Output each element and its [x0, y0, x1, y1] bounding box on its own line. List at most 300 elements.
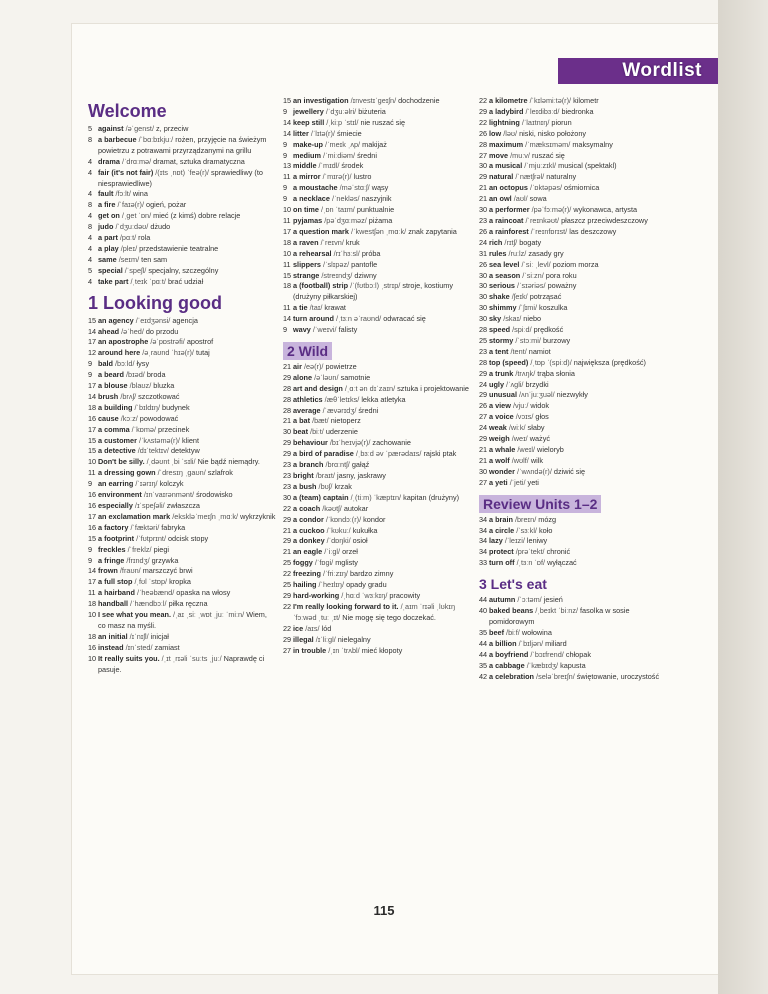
entry-translation: agencja	[172, 315, 198, 325]
wordlist-entry	[283, 205, 471, 216]
wordlist-entry	[88, 244, 276, 255]
entry-translation: przedstawienie teatralne	[139, 243, 219, 253]
wordlist-entry	[88, 124, 276, 135]
entry-page-ref: 22	[283, 623, 292, 633]
entry-phonetic: /ˈævərɪdʒ/	[322, 405, 357, 415]
wordlist-entry	[479, 292, 667, 303]
entry-phonetic: /biːf/	[506, 627, 520, 637]
wordlist-entry	[479, 639, 667, 650]
entry-word: a bat	[293, 416, 311, 426]
entry-page-ref: 29	[283, 372, 292, 382]
entry-translation: burzowy	[542, 335, 571, 345]
entry-word: a blouse	[98, 381, 128, 391]
entry-translation: tutaj	[196, 348, 210, 358]
wordlist-entry	[479, 412, 667, 423]
entry-page-ref: 15	[88, 435, 97, 445]
entry-page-ref: 9	[283, 106, 288, 116]
wordlist-entry	[283, 580, 471, 591]
entry-page-ref: 15	[88, 446, 97, 456]
entry-word: a condor	[293, 514, 324, 524]
entry-phonetic: /əˈləʊn/	[314, 372, 339, 382]
entry-phonetic: /bʊʃ/	[318, 481, 333, 491]
wordlist-entry	[88, 610, 276, 632]
entry-page-ref: 26	[479, 226, 488, 236]
entry-phonetic: /ˈmeɪk ˌʌp/	[325, 139, 361, 149]
entry-phonetic: /ˈslɪpəz/	[323, 259, 350, 269]
entry-phonetic: /seləˈbreɪʃn/	[536, 671, 575, 681]
entry-phonetic: /ʌnˈjuːʒuəl/	[519, 390, 555, 400]
entry-phonetic: /fɔːlt/	[115, 189, 131, 199]
entry-page-ref: 17	[88, 577, 97, 587]
entry-phonetic: /ˈnekləs/	[331, 194, 360, 204]
entry-phonetic: /ˈmɪrə(r)/	[322, 172, 352, 182]
wordlist-entry	[479, 183, 667, 194]
entry-translation: piorun	[551, 117, 572, 127]
wordlist-entry	[479, 216, 667, 227]
wordlist-entry	[479, 434, 667, 445]
entry-word: judo	[98, 222, 114, 232]
wordlist-entry	[88, 222, 276, 233]
entry-word: a whale	[489, 445, 516, 454]
entry-page-ref: 24	[479, 379, 488, 389]
wordlist-entry	[88, 588, 276, 599]
entry-word: a performer	[489, 205, 530, 215]
entry-translation: samotnie	[340, 372, 371, 382]
wordlist-entry	[283, 416, 471, 427]
wordlist-entry	[283, 504, 471, 515]
entry-word: ahead	[98, 326, 120, 336]
entry-page-ref: 21	[283, 547, 292, 557]
entry-page-ref: 35	[479, 660, 488, 670]
entry-phonetic: /muːv/	[510, 150, 530, 160]
wordlist-entry	[479, 478, 667, 489]
entry-translation: kondor	[363, 514, 386, 524]
entry-page-ref: 31	[479, 248, 488, 258]
entry-word: a musical	[489, 161, 523, 171]
entry-translation: wina	[132, 189, 148, 199]
entry-page-ref: 22	[283, 601, 292, 611]
entry-page-ref: 44	[479, 595, 488, 605]
entry-phonetic: /ˈeɪdʒənsi/	[135, 315, 171, 325]
entry-phonetic: /ˈkɒmə/	[131, 424, 156, 434]
entry-word: a rehearsal	[293, 248, 332, 258]
entry-phonetic: /ɪˈliːgl/	[315, 634, 336, 644]
wordlist-entry	[88, 168, 276, 190]
entry-phonetic: /ˈmjuːzɪkl/	[524, 161, 557, 171]
entry-translation: punktualnie	[356, 205, 395, 215]
entry-translation: biedronka	[561, 106, 594, 116]
entry-page-ref: 14	[283, 314, 292, 324]
wordlist-entry	[283, 395, 471, 406]
entry-phonetic: /ɪˈnɪʃl/	[129, 631, 149, 641]
wordlist-entry	[479, 358, 667, 369]
entry-phonetic: /kəʊtʃ/	[322, 503, 342, 513]
entry-word: a voice	[489, 412, 514, 422]
entry-word: beat	[293, 427, 309, 437]
entry-word: take part	[98, 276, 129, 286]
entry-translation: wykonawca, artysta	[573, 205, 638, 215]
entry-translation: ten sam	[141, 254, 168, 264]
wordlist-entry	[88, 211, 276, 222]
entry-phonetic: /bæt/	[312, 416, 329, 426]
entry-page-ref: 16	[88, 642, 97, 652]
entry-translation: niski, nisko położony	[519, 128, 587, 138]
wordlist-entry	[283, 515, 471, 526]
entry-word: a factory	[98, 522, 129, 532]
entry-word: an earring	[98, 479, 134, 489]
entry-word: rich	[489, 237, 503, 247]
entry-phonetic: /ˈfriːzɪŋ/	[323, 569, 348, 579]
wordlist-entry	[283, 624, 471, 635]
wordlist-entry	[479, 238, 667, 249]
entry-word: lazy	[489, 536, 503, 546]
entry-page-ref: 17	[88, 424, 97, 434]
entry-phonetic: /wʊlf/	[511, 455, 529, 465]
entry-translation: prędkość	[533, 325, 564, 335]
entry-translation: rożen, przyjęcie na świeżym powietrzu z potrawami przyrządzanymi na grillu	[98, 134, 267, 155]
wordlist-entry	[283, 161, 471, 172]
entry-translation: Wiem, co masz na myśli.	[98, 610, 267, 630]
entry-page-ref: 9	[88, 555, 93, 565]
entry-translation: chłopak	[565, 649, 591, 659]
entry-page-ref: 23	[283, 481, 292, 491]
entry-phonetic: /ˌɪn ˈtrʌbl/	[328, 645, 360, 655]
entry-page-ref: 18	[88, 631, 97, 641]
entry-translation: powodować	[139, 413, 179, 423]
entry-page-ref: 34	[479, 525, 488, 535]
entry-word: a bush	[293, 481, 317, 491]
entry-page-ref: 11	[283, 303, 291, 313]
entry-word: behaviour	[293, 438, 328, 448]
column-2	[283, 96, 471, 656]
entry-phonetic: /ˌtɒp ˈ(spiːd)/	[530, 357, 572, 367]
entry-word: a full stop	[98, 577, 133, 587]
entry-word: sky	[489, 314, 502, 324]
entry-word: make-up	[293, 139, 324, 149]
entry-word: a question mark	[293, 226, 349, 236]
entry-word: a fire	[98, 200, 116, 210]
entry-word: a detective	[98, 446, 136, 456]
entry-word: a bird of paradise	[293, 449, 354, 459]
entry-translation: maksymalny	[572, 139, 613, 149]
entry-phonetic: /ˈmæksɪməm/	[525, 139, 571, 149]
wordlist-entry	[283, 216, 471, 227]
wordlist-entry	[479, 161, 667, 172]
entry-page-ref: 30	[479, 314, 488, 324]
entry-word: a necklace	[293, 194, 330, 204]
entry-translation: średni	[358, 405, 379, 415]
entry-word: I'm really looking forward to it.	[293, 601, 399, 611]
entry-phonetic: /ɪˈspeʃəli/	[134, 501, 165, 510]
entry-translation: płaszcz przeciwdeszczowy	[561, 215, 648, 225]
wordlist-entry	[479, 107, 667, 118]
entry-page-ref: 29	[479, 106, 488, 116]
entry-phonetic: /fraʊn/	[119, 566, 141, 576]
entry-page-ref: 4	[88, 233, 93, 243]
entry-phonetic: /ruːlz/	[508, 248, 527, 258]
entry-phonetic: /vɔɪs/	[515, 412, 534, 422]
entry-phonetic: /(ɪts ˌnɒt) ˈfeə(r)/	[155, 167, 209, 177]
entry-phonetic: /ˈlaɪtnɪŋ/	[521, 117, 550, 127]
column-1	[88, 96, 276, 676]
wordlist-entry	[283, 547, 471, 558]
wordlist-entry	[283, 602, 471, 624]
entry-phonetic: /ˌteɪk ˈpɑːt/	[130, 276, 166, 286]
entry-page-ref: 29	[283, 438, 292, 448]
wordlist-entry	[479, 172, 667, 183]
entry-translation: pora roku	[545, 270, 577, 280]
entry-translation: gałąź	[351, 460, 370, 470]
entry-phonetic: /ˈfaɪə(r)/	[117, 200, 144, 210]
entry-word: shake	[489, 292, 510, 302]
entry-translation: sztuka i projektowanie	[397, 383, 469, 393]
entry-word: autumn	[489, 595, 516, 605]
entry-translation: kolczyk	[159, 479, 184, 489]
entry-translation: głos	[535, 412, 549, 422]
entry-word: get on	[98, 211, 120, 221]
entry-translation: ogień, pożar	[146, 200, 187, 210]
entry-page-ref: 34	[479, 547, 488, 557]
entry-word: Don't be silly.	[98, 457, 145, 467]
wordlist-entry	[479, 650, 667, 661]
wordlist-entry	[283, 438, 471, 449]
entry-word: a barbecue	[98, 134, 137, 144]
entry-page-ref: 16	[88, 501, 97, 510]
entry-page-ref: 30	[479, 281, 488, 291]
entry-word: fair (it's not fair)	[98, 167, 154, 177]
entry-page-ref: 9	[88, 544, 93, 554]
wordlist-entry	[479, 380, 667, 391]
entry-word: a play	[98, 243, 119, 253]
wordlist-entry	[283, 260, 471, 271]
wordlist-entry	[88, 157, 276, 168]
wordlist-entry	[479, 606, 667, 628]
entry-page-ref: 4	[88, 254, 93, 264]
wordlist-entry	[88, 446, 276, 457]
entry-translation: naturalny	[546, 172, 577, 182]
wordlist-entry	[88, 512, 276, 523]
entry-page-ref: 23	[283, 460, 292, 470]
entry-phonetic: /bɪˈheɪvjə(r)/	[329, 438, 371, 448]
entry-phonetic: /pəˈfɔːmə(r)/	[531, 205, 572, 215]
entry-page-ref: 23	[283, 471, 292, 480]
entry-page-ref: 22	[479, 117, 488, 127]
entry-translation: fabryka	[161, 522, 186, 532]
entry-page-ref: 14	[283, 117, 292, 127]
entry-translation: nietoperz	[330, 416, 361, 426]
entry-phonetic: /ɪnvestɪˈgeɪʃn/	[350, 96, 397, 105]
section-heading: 3 Let's eat	[479, 576, 547, 593]
entry-translation: detektyw	[170, 446, 200, 456]
entry-page-ref: 9	[88, 370, 93, 380]
entry-word: speed	[489, 325, 511, 335]
entry-phonetic: /wiːk/	[508, 423, 526, 433]
entry-page-ref: 10	[283, 248, 292, 258]
wordlist-entry	[88, 501, 276, 512]
entry-translation: sprawiedliwy (to niesprawiedliwe)	[98, 167, 263, 188]
entry-word: a celebration	[489, 671, 535, 681]
wordlist-entry	[88, 403, 276, 414]
entry-word: middle	[293, 161, 317, 171]
wordlist-entry	[88, 327, 276, 338]
entry-page-ref: 14	[88, 566, 97, 576]
entry-word: a yeti	[489, 477, 508, 487]
entry-word: a (football) strip	[293, 281, 349, 291]
wordlist-entry	[283, 558, 471, 569]
entry-phonetic: /ˌaɪm ˈrɪəli ˌlʊkɪŋ ˈfɔːwəd ˌtuː ˌɪt/	[293, 601, 456, 622]
entry-word: a building	[98, 402, 133, 412]
entry-word: instead	[98, 642, 124, 652]
wordlist-entry	[283, 183, 471, 194]
wordlist-entry	[88, 457, 276, 468]
wordlist-entry	[88, 266, 276, 277]
entry-phonetic: /ˈɪərɪŋ/	[135, 479, 158, 489]
wordlist-entry	[479, 194, 667, 205]
entry-translation: budynek	[162, 402, 190, 412]
wordlist-entry	[88, 135, 276, 157]
entry-word: hailing	[293, 580, 317, 590]
entry-word: cause	[98, 413, 119, 423]
entry-phonetic: /ɪnˈvaɪrənmənt/	[143, 490, 195, 500]
entry-word: top (speed)	[489, 357, 529, 367]
entry-page-ref: 34	[479, 536, 488, 546]
entry-word: natural	[489, 172, 514, 182]
entry-page-ref: 44	[479, 649, 488, 659]
wordlist-entry	[479, 96, 667, 107]
wordlist-entry	[88, 316, 276, 327]
wordlist-entry	[88, 425, 276, 436]
entry-phonetic: /ˈsɜːkl/	[516, 525, 537, 535]
entry-translation: kruk	[345, 237, 360, 247]
entry-translation: próba	[361, 248, 381, 258]
entry-translation: ruszać się	[532, 150, 565, 160]
entry-translation: las deszczowy	[569, 226, 617, 236]
entry-phonetic: /ˈheɪlɪŋ/	[318, 580, 345, 590]
wordlist-entry	[283, 635, 471, 646]
entry-translation: ważyć	[529, 434, 551, 444]
wordlist-entry	[479, 536, 667, 547]
entry-word: a circle	[489, 525, 515, 535]
entry-phonetic: /ˌ(tiːm) ˈkæptɪn/	[350, 492, 402, 502]
entry-phonetic: /aɪs/	[305, 623, 320, 633]
entry-page-ref: 15	[283, 270, 292, 280]
entry-phonetic: /ˈbɔɪfrend/	[530, 649, 564, 659]
entry-translation: namiot	[528, 346, 551, 356]
wordlist-entry	[283, 194, 471, 205]
entry-phonetic: /ˈfæktəri/	[130, 522, 160, 532]
entry-word: beef	[489, 627, 505, 637]
entry-word: lightning	[489, 117, 520, 127]
entry-translation: łysy	[136, 359, 150, 369]
entry-phonetic: /ˈʌgli/	[506, 379, 524, 389]
entry-word: a tie	[293, 303, 308, 313]
entry-word: around here	[98, 348, 141, 358]
entry-page-ref: 10	[88, 653, 97, 663]
entry-phonetic: /seɪm/	[118, 254, 140, 264]
entry-translation: apostrof	[186, 337, 214, 347]
entry-translation: musical (spektakl)	[558, 161, 617, 171]
entry-translation: zwłaszcza	[166, 501, 200, 510]
entry-word: a tent	[489, 346, 509, 356]
entry-page-ref: 11	[88, 588, 96, 598]
entry-word: pyjamas	[293, 215, 323, 225]
entry-phonetic: /ˈɔːtəm/	[517, 595, 542, 605]
entry-phonetic: /streɪndʒ/	[321, 270, 353, 280]
entry-phonetic: /brʌʃ/	[120, 391, 137, 401]
entry-word: a boyfriend	[489, 649, 529, 659]
entry-phonetic: /weɪ/	[511, 434, 528, 444]
entry-page-ref: 25	[283, 558, 292, 568]
entry-phonetic: /ˈmɪdl/	[318, 161, 340, 171]
entry-translation: środek	[341, 161, 364, 171]
entry-phonetic: /biːt/	[310, 427, 324, 437]
entry-translation: dziwny	[354, 270, 377, 280]
entry-page-ref: 5	[88, 265, 93, 275]
entry-translation: zamiast	[154, 642, 180, 652]
entry-word: ice	[293, 623, 304, 633]
entry-translation: zasady gry	[528, 248, 564, 258]
entry-translation: dramat, sztuka dramatyczna	[153, 156, 245, 166]
entry-word: illegal	[293, 634, 314, 644]
entry-translation: wyłączać	[547, 558, 577, 568]
entry-word: a ladybird	[489, 106, 524, 116]
entry-word: a moustache	[293, 183, 338, 193]
entry-phonetic: /ˈbɪldɪŋ/	[134, 402, 160, 412]
entry-translation: ośmiornica	[564, 183, 600, 193]
entry-translation: pantofle	[351, 259, 378, 269]
entry-word: a raincoat	[489, 215, 524, 225]
wordlist-entry	[283, 227, 471, 238]
entry-translation: przecinek	[158, 424, 190, 434]
entry-phonetic: /spiːd/	[512, 325, 532, 335]
entry-phonetic: /ʃeɪk/	[511, 292, 528, 302]
entry-phonetic: /ˌɑːt ən dɪˈzaɪn/	[344, 383, 396, 393]
entry-phonetic: /bɔːld/	[115, 359, 135, 369]
entry-translation: wieloryb	[537, 445, 564, 454]
wordlist-entry	[479, 260, 667, 271]
entry-word: strange	[293, 270, 320, 280]
entry-phonetic: /bɪəd/	[126, 370, 145, 380]
entry-translation: lekka atletyka	[361, 394, 406, 404]
entry-page-ref: 25	[283, 580, 292, 590]
entry-phonetic: /pɑːt/	[119, 233, 137, 243]
entry-translation: średni	[357, 150, 377, 160]
wordlist-entry	[283, 129, 471, 140]
entry-translation: opady gradu	[346, 580, 387, 590]
entry-page-ref: 29	[283, 634, 292, 644]
wordlist-entry	[283, 314, 471, 325]
entry-phonetic: /ˈstɔːmi/	[515, 335, 541, 345]
entry-word: especially	[98, 501, 133, 510]
entry-phonetic: /ˈfreklz/	[127, 544, 152, 554]
entry-translation: specjalny, szczególny	[148, 265, 219, 275]
entry-page-ref: 11	[283, 172, 291, 182]
wordlist-entry	[283, 493, 471, 504]
entry-page-ref: 22	[479, 96, 488, 105]
entry-translation: poważny	[547, 281, 577, 291]
entry-phonetic: /əˈhed/	[121, 326, 144, 336]
entry-phonetic: /ˈhændbɔːl/	[130, 599, 167, 609]
entry-page-ref: 30	[479, 270, 488, 280]
entry-translation: dżudo	[150, 222, 171, 232]
entry-page-ref: 17	[88, 511, 97, 521]
entry-page-ref: 16	[88, 522, 97, 532]
entry-word: a (team) captain	[293, 492, 349, 502]
entry-page-ref: 21	[283, 416, 292, 426]
entry-page-ref: 4	[88, 243, 93, 253]
entry-phonetic: /brɑːntʃ/	[325, 460, 350, 470]
entry-word: an owl	[489, 194, 512, 204]
